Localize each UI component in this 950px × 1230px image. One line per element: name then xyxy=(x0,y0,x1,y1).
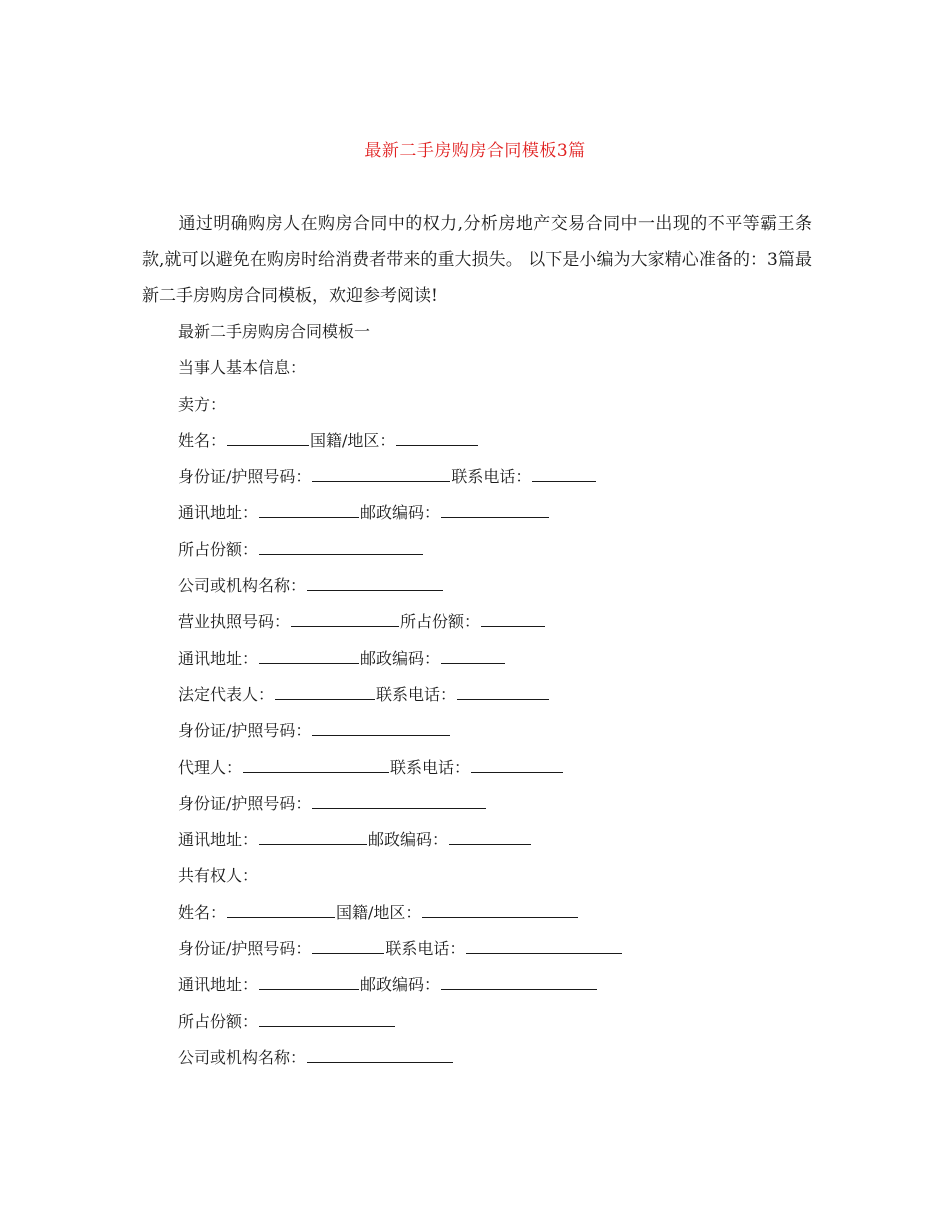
party-info-heading-text: 当事人基本信息： xyxy=(178,358,307,378)
seller-postcode-field[interactable] xyxy=(441,503,549,518)
seller-nationality-label: 国籍/地区： xyxy=(310,430,396,450)
co-owner-id-label: 身份证/护照号码： xyxy=(178,939,312,959)
co-owner-share-field[interactable] xyxy=(259,1012,395,1027)
seller-share-label-2: 所占份额： xyxy=(400,612,481,632)
co-owner-company-label: 公司或机构名称： xyxy=(178,1047,307,1067)
section-heading-text: 最新二手房购房合同模板一 xyxy=(178,322,371,341)
seller-share-row xyxy=(178,532,818,568)
legal-rep-field[interactable] xyxy=(275,685,375,700)
seller-license-label: 营业执照号码： xyxy=(178,612,291,632)
co-owner-phone-field[interactable] xyxy=(466,939,622,954)
co-owner-share-label: 所占份额： xyxy=(178,1011,259,1031)
seller-address-label: 通讯地址： xyxy=(178,503,259,523)
co-owner-id-field[interactable] xyxy=(312,939,384,954)
seller-name-label: 姓名： xyxy=(178,430,227,450)
co-owner-phone-label: 联系电话： xyxy=(385,939,466,959)
agent-label: 代理人： xyxy=(178,757,243,777)
co-owner-company-field[interactable] xyxy=(307,1048,453,1063)
seller-share-field[interactable] xyxy=(259,540,423,555)
agent-address-label: 通讯地址： xyxy=(178,830,259,850)
agent-address-field[interactable] xyxy=(259,830,367,845)
co-owner-heading xyxy=(178,858,818,894)
agent-field[interactable] xyxy=(243,758,389,773)
seller-postcode-label: 邮政编码： xyxy=(360,503,441,523)
seller-name-row xyxy=(178,423,818,459)
party-info-heading xyxy=(178,350,818,386)
legal-rep-id-field[interactable] xyxy=(312,721,450,736)
seller-id-label: 身份证/护照号码： xyxy=(178,467,312,487)
seller-share-label: 所占份额： xyxy=(178,539,259,559)
seller-address-field[interactable] xyxy=(259,503,359,518)
seller-phone-field[interactable] xyxy=(532,467,596,482)
co-owner-nationality-field[interactable] xyxy=(422,903,578,918)
intro-text: 通过明确购房人在购房合同中的权力,分析房地产交易合同中一出现的不平等霸王条款,就可以避免在购房时给消费者带来的重大损失。 以下是小编为大家精心准备的：3篇最新二手房购房合同模板，欢迎参考阅读! xyxy=(142,214,812,306)
co-owner-name-label: 姓名： xyxy=(178,902,227,922)
seller-id-row xyxy=(178,459,818,495)
seller-postcode-label-2: 邮政编码： xyxy=(360,648,441,668)
seller-address-field-2[interactable] xyxy=(259,649,359,664)
seller-company-label: 公司或机构名称： xyxy=(178,576,307,596)
intro-paragraph xyxy=(142,206,812,314)
legal-rep-row xyxy=(178,677,818,713)
agent-postcode-label: 邮政编码： xyxy=(368,830,449,850)
seller-heading xyxy=(178,387,818,423)
legal-rep-id-row xyxy=(178,713,818,749)
document-title: 最新二手房购房合同模板3篇 xyxy=(364,141,586,161)
seller-share-field-2[interactable] xyxy=(481,612,545,627)
seller-license-field[interactable] xyxy=(291,612,399,627)
seller-phone-label: 联系电话： xyxy=(451,467,532,487)
seller-postcode-field-2[interactable] xyxy=(441,649,505,664)
co-owner-company-row xyxy=(178,1040,818,1076)
co-owner-address-label: 通讯地址： xyxy=(178,975,259,995)
co-owner-name-row xyxy=(178,895,818,931)
co-owner-postcode-label: 邮政编码： xyxy=(360,975,441,995)
section-heading xyxy=(178,314,818,350)
seller-name-field[interactable] xyxy=(227,431,309,446)
contract-form xyxy=(178,314,818,1076)
co-owner-name-field[interactable] xyxy=(227,903,335,918)
seller-id-field[interactable] xyxy=(312,467,450,482)
agent-address-row xyxy=(178,822,818,858)
seller-heading-text: 卖方： xyxy=(178,394,227,414)
agent-row xyxy=(178,750,818,786)
legal-rep-phone-label: 联系电话： xyxy=(376,684,457,704)
co-owner-postcode-field[interactable] xyxy=(441,975,597,990)
seller-license-row xyxy=(178,604,818,640)
seller-company-field[interactable] xyxy=(307,576,443,591)
seller-address-row-2 xyxy=(178,641,818,677)
legal-rep-phone-field[interactable] xyxy=(457,685,549,700)
co-owner-address-row xyxy=(178,967,818,1003)
seller-company-row xyxy=(178,568,818,604)
agent-phone-label: 联系电话： xyxy=(390,757,471,777)
co-owner-heading-text: 共有权人： xyxy=(178,866,259,886)
seller-address-row xyxy=(178,495,818,531)
legal-rep-id-label: 身份证/护照号码： xyxy=(178,721,312,741)
co-owner-share-row xyxy=(178,1004,818,1040)
agent-phone-field[interactable] xyxy=(471,758,563,773)
seller-address-label-2: 通讯地址： xyxy=(178,648,259,668)
seller-nationality-field[interactable] xyxy=(396,431,478,446)
co-owner-id-row xyxy=(178,931,818,967)
co-owner-address-field[interactable] xyxy=(259,975,359,990)
legal-rep-label: 法定代表人： xyxy=(178,684,275,704)
agent-id-row xyxy=(178,786,818,822)
agent-id-label: 身份证/护照号码： xyxy=(178,793,312,813)
co-owner-nationality-label: 国籍/地区： xyxy=(336,902,422,922)
agent-postcode-field[interactable] xyxy=(449,830,531,845)
agent-id-field[interactable] xyxy=(312,794,486,809)
